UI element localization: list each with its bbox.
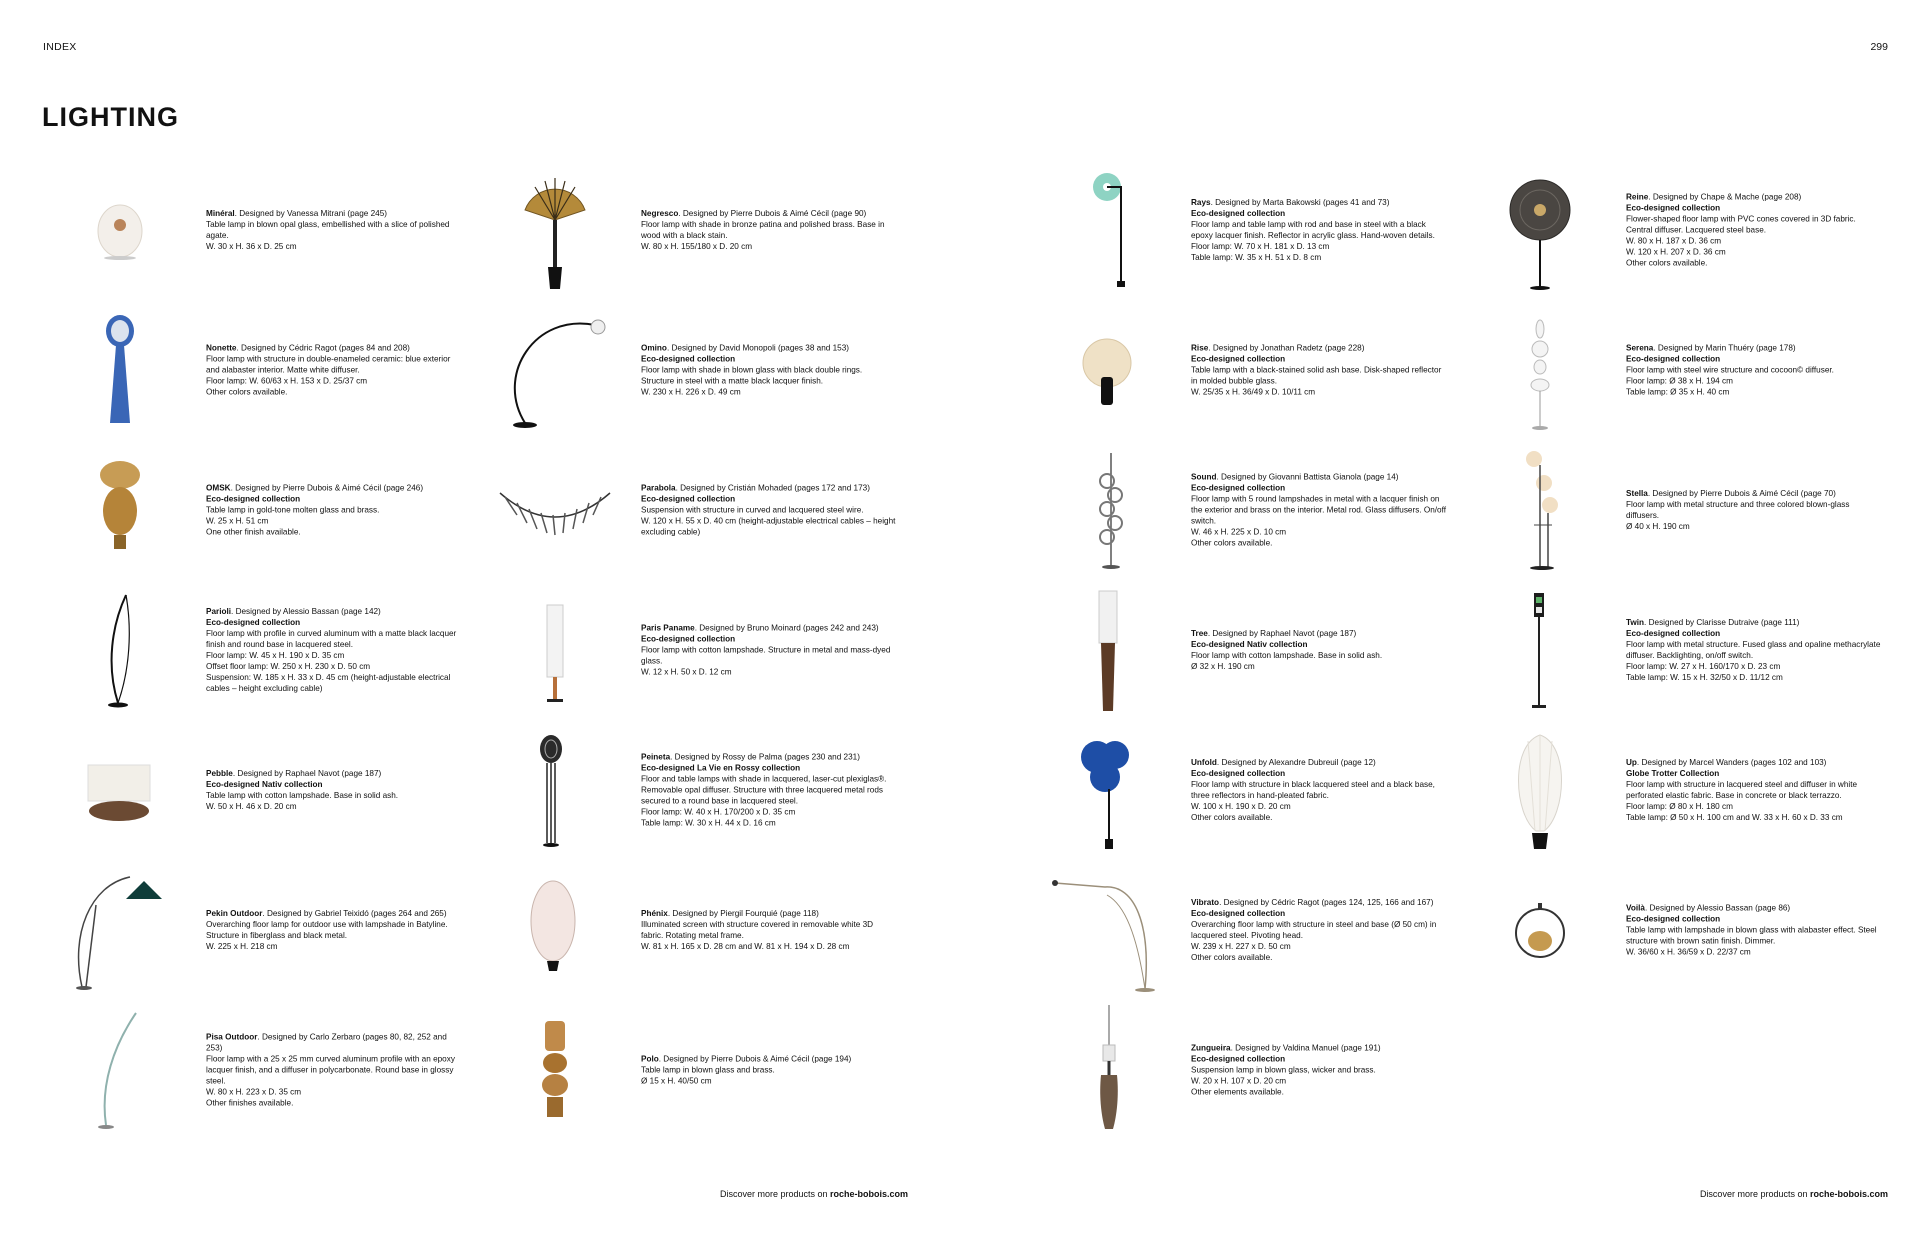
cocoon-floor-lamp-icon — [1480, 725, 1600, 855]
product-phenix[interactable]: Phénix. Designed by Piergil Fourquié (page 118) Illuminated screen with structure covered in removable white 3D fabric. Rotating metal frame. W. 81 x H. 165 x D. 28 cm and W. 81 x H. 194 x D. 28 cm — [495, 865, 935, 995]
product-voila[interactable]: Voilà. Designed by Alessio Bassan (page 86) Eco-designed collection Table lamp with lampshade in blown glass with alabaster effect. Steel structure with brown satin finish. Dimmer. W. 36/60 x H. 36/59 x D. 22/37 cm — [1480, 865, 1920, 995]
gold-glass-table-lamp-icon — [60, 445, 180, 575]
laser-cut-shade-lamp-icon — [495, 725, 615, 855]
curved-outdoor-floor-lamp-icon — [60, 1005, 180, 1135]
amber-glass-table-lamp-icon — [495, 1005, 615, 1135]
stacked-cocoon-floor-lamp-icon — [1480, 305, 1600, 435]
three-globe-floor-lamp-icon — [1480, 445, 1600, 575]
illuminated-screen-lamp-icon — [495, 865, 615, 995]
product-rays[interactable]: Rays. Designed by Marta Bakowski (pages 41 and 73) Eco-designed collection Floor lamp and table lamp with rod and base in steel with a black epoxy lacquer finish. Reflector in acrylic glass. Hand-woven details. Floor lamp: W. 70 x H. 181 x D. 13 cm Table lamp: W. 35 x H. 51 x D. 8 cm — [1045, 165, 1485, 295]
product-parabola[interactable]: Parabola. Designed by Cristián Mohaded (pages 172 and 173) Eco-designed collection Suspension with structure in curved and lacquered steel wire. W. 120 x H. 55 x D. 40 cm (height-adjustable electrical cables – height excluding cable) — [495, 445, 935, 575]
disk-reflector-lamp-icon — [1045, 165, 1165, 295]
page-title: LIGHTING — [42, 102, 179, 132]
ring-table-lamp-icon — [1480, 865, 1600, 995]
product-stella[interactable]: Stella. Designed by Pierre Dubois & Aimé Cécil (page 70) Floor lamp with metal structure and three colored blown-glass diffusers. Ø 40 x H. 190 cm — [1480, 445, 1920, 575]
product-omsk[interactable]: OMSK. Designed by Pierre Dubois & Aimé Cécil (page 246) Eco-designed collection Table lamp in gold-tone molten glass and brass. W. 25 x H. 51 cm One other finish available. — [60, 445, 500, 575]
product-mineral[interactable]: Minéral. Designed by Vanessa Mitrani (page 245) Table lamp in blown opal glass, embellished with a slice of polished agate. W. 30 x H. 36 x D. 25 cm — [60, 165, 500, 295]
product-pisa-outdoor[interactable]: Pisa Outdoor. Designed by Carlo Zerbaro (pages 80, 82, 252 and 253) Floor lamp with a 25 x 25 mm curved aluminum profile with an epoxy lacquer finish, and a diffuser in polycarbonate. Round base in glossy steel. W. 80 x H. 223 x D. 35 cm Other finishes available. — [60, 1005, 500, 1135]
product-parioli[interactable]: Parioli. Designed by Alessio Bassan (page 142) Eco-designed collection Floor lamp with profile in curved aluminum with a matte black lacquer finish and round base in lacquered steel. Floor lamp: W. 45 x H. 190 x D. 35 cm Offset floor lamp: W. 250 x H. 230 x D. 50 cm Suspension: W. 185 x H. 33 x D. 45 cm (height-adjustable electrical cables – height excluding cable) — [60, 585, 500, 715]
product-unfold[interactable]: Unfold. Designed by Alexandre Dubreuil (page 12) Eco-designed collection Floor lamp with structure in black lacquered steel and a black base, three reflectors in hand-pleated fabric. W. 100 x H. 190 x D. 20 cm Other colors available. — [1045, 725, 1485, 855]
product-nonette[interactable]: Nonette. Designed by Cédric Ragot (pages 84 and 208) Floor lamp with structure in double-enameled ceramic: blue exterior and alabaster interior. Matte white diffuser. Floor lamp: W. 60/63 x H. 153 x D. 25/37 cm Other colors available. — [60, 305, 500, 435]
footer-link-right[interactable]: Discover more products on roche-bobois.com — [1699, 1189, 1888, 1199]
page-number: 299 — [1870, 41, 1888, 53]
product-pekin-outdoor[interactable]: Pekin Outdoor. Designed by Gabriel Teixidó (pages 264 and 265) Overarching floor lamp for outdoor use with lampshade in Batyline. Structure in fiberglass and black metal. W. 225 x H. 218 cm — [60, 865, 500, 995]
product-serena[interactable]: Serena. Designed by Marin Thuéry (page 178) Eco-designed collection Floor lamp with steel wire structure and cocoon© diffuser. Floor lamp: Ø 38 x H. 194 cm Table lamp: Ø 35 x H. 40 cm — [1480, 305, 1920, 435]
product-pebble[interactable]: Pebble. Designed by Raphael Navot (page 187) Eco-designed Nativ collection Table lamp with cotton lampshade. Base in solid ash. W. 50 x H. 46 x D. 20 cm — [60, 725, 500, 855]
wicker-suspension-lamp-icon — [1045, 1005, 1165, 1135]
column-floor-lamp-icon — [1480, 585, 1600, 715]
disk-reflector-table-lamp-icon — [1045, 305, 1165, 435]
blue-reflector-floor-lamp-icon — [1045, 725, 1165, 855]
flower-shade-floor-lamp-icon — [1480, 165, 1600, 295]
product-zungueira[interactable]: Zungueira. Designed by Valdina Manuel (page 191) Eco-designed collection Suspension lamp in blown glass, wicker and brass. W. 20 x H. 107 x D. 20 cm Other elements available. — [1045, 1005, 1485, 1135]
overarching-floor-lamp-icon — [1045, 865, 1165, 995]
product-polo[interactable]: Polo. Designed by Pierre Dubois & Aimé Cécil (page 194) Table lamp in blown glass and brass. Ø 15 x H. 40/50 cm — [495, 1005, 935, 1135]
fan-shade-floor-lamp-icon — [495, 165, 615, 295]
product-sound[interactable]: Sound. Designed by Giovanni Battista Gianola (page 14) Eco-designed collection Floor lamp with 5 round lampshades in metal with a lacquer finish on the exterior and brass on the interior. Metal rod. Glass diffusers. On/off switch. W. 46 x H. 225 x D. 10 cm Other colors available. — [1045, 445, 1485, 575]
arched-floor-lamp-icon — [495, 305, 615, 435]
wire-suspension-lamp-icon — [495, 445, 615, 575]
cylinder-shade-lamp-icon — [495, 585, 615, 715]
curved-profile-floor-lamp-icon — [60, 585, 180, 715]
product-reine[interactable]: Reine. Designed by Chape & Mache (page 208) Eco-designed collection Flower-shaped floor lamp with PVC cones covered in 3D fabric. Central diffuser. Lacquered steel base. W. 80 x H. 187 x D. 36 cm W. 120 x H. 207 x D. 36 cm Other colors available. — [1480, 165, 1920, 295]
product-rise[interactable]: Rise. Designed by Jonathan Radetz (page 228) Eco-designed collection Table lamp with a black-stained solid ash base. Disk-shaped reflector in molded bubble glass. W. 25/35 x H. 36/49 x D. 10/11 cm — [1045, 305, 1485, 435]
blue-ceramic-floor-lamp-icon — [60, 305, 180, 435]
product-negresco[interactable]: Negresco. Designed by Pierre Dubois & Aimé Cécil (page 90) Floor lamp with shade in bronze patina and polished brass. Base in wood with a black stain. W. 80 x H. 155/180 x D. 20 cm — [495, 165, 935, 295]
footer-link-left[interactable]: Discover more products on roche-bobois.com — [720, 1189, 909, 1199]
drum-shade-table-lamp-icon — [60, 725, 180, 855]
product-tree[interactable]: Tree. Designed by Raphael Navot (page 187) Eco-designed Nativ collection Floor lamp with cotton lampshade. Base in solid ash. Ø 32 x H. 190 cm — [1045, 585, 1485, 715]
wood-base-floor-lamp-icon — [1045, 585, 1165, 715]
product-vibrato[interactable]: Vibrato. Designed by Cédric Ragot (pages 124, 125, 166 and 167) Eco-designed collection Overarching floor lamp with structure in steel and base (Ø 50 cm) in lacquered steel. Pivoting head. W. 239 x H. 227 x D. 50 cm Other colors available. — [1045, 865, 1485, 995]
round-shades-floor-lamp-icon — [1045, 445, 1165, 575]
section-label: INDEX — [43, 41, 77, 53]
product-paris-paname[interactable]: Paris Paname. Designed by Bruno Moinard (pages 242 and 243) Eco-designed collection Floor lamp with cotton lampshade. Structure in metal and mass-dyed glass. W. 12 x H. 50 x D. 12 cm — [495, 585, 935, 715]
product-omino[interactable]: Omino. Designed by David Monopoli (pages 38 and 153) Eco-designed collection Floor lamp with shade in blown glass with black double rings. Structure in steel with a matte black lacquer finish. W. 230 x H. 226 x D. 49 cm — [495, 305, 935, 435]
product-up[interactable]: Up. Designed by Marcel Wanders (pages 102 and 103) Globe Trotter Collection Floor lamp with structure in lacquered steel and diffuser in white perforated elastic fabric. Base in concrete or black terrazzo. Floor lamp: Ø 80 x H. 180 cm Table lamp: Ø 50 x H. 100 cm and W. 33 x H. 60 x D. 33 cm — [1480, 725, 1920, 855]
product-peineta[interactable]: Peineta. Designed by Rossy de Palma (pages 230 and 231) Eco-designed La Vie en Rossy collection Floor and table lamps with shade in lacquered, laser-cut plexiglas®. Removable opal diffuser. Structure with three lacquered metal rods secured to a round base in lacquered steel. Floor lamp: W. 40 x H. 170/200 x D. 35 cm Table lamp: W. 30 x H. 44 x D. 16 cm — [495, 725, 935, 855]
opal-globe-table-lamp-icon — [60, 165, 180, 295]
product-twin[interactable]: Twin. Designed by Clarisse Dutraive (page 111) Eco-designed collection Floor lamp with metal structure. Fused glass and opaline methacrylate diffuser. Backlighting, on/off switch. Floor lamp: W. 27 x H. 160/170 x D. 23 cm Table lamp: W. 15 x H. 32/50 x D. 11/12 cm — [1480, 585, 1920, 715]
outdoor-arc-lamp-icon — [60, 865, 180, 995]
